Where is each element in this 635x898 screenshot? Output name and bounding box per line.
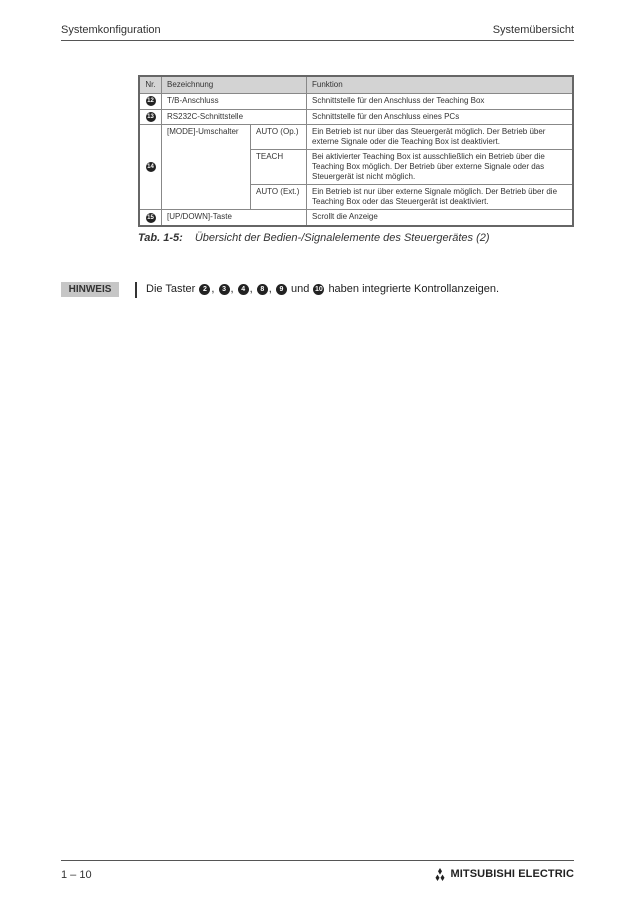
- number-badge: 2: [199, 284, 210, 295]
- caption-label: Tab. 1-5:: [138, 232, 183, 244]
- number-badge: 13: [147, 113, 154, 120]
- note-conjunction: und: [290, 283, 310, 295]
- number-badge: 8: [257, 284, 268, 295]
- header-section-title: Systemkonfiguration: [61, 24, 161, 36]
- note-box: [61, 282, 574, 298]
- row-number: [139, 125, 162, 210]
- row-mode: AUTO (Op.): [251, 125, 307, 150]
- note-suffix: haben integrierte Kontrollanzeigen.: [328, 283, 500, 295]
- brand-name: MITSUBISHI ELECTRIC: [450, 868, 574, 880]
- row-funktion: Ein Betrieb ist nur über externe Signale möglich. Der Betrieb über die Teaching Box oder das Steuergerät ist deaktiviert.: [307, 185, 574, 210]
- row-number: [139, 210, 162, 226]
- row-mode: TEACH: [251, 150, 307, 185]
- row-funktion: Bei aktivierter Teaching Box ist ausschließlich ein Betrieb über die Teaching Box möglich. Der Betrieb über externe Signale oder das Steuergerät ist nicht möglich.: [307, 150, 574, 185]
- page-footer: [61, 860, 574, 883]
- note-separator: ,: [230, 283, 234, 295]
- caption-text: Übersicht der Bedien-/Signalelemente des Steuergerätes (2): [194, 232, 490, 244]
- row-funktion: Scrollt die Anzeige: [307, 210, 574, 226]
- table-header-row: [139, 76, 573, 94]
- row-bezeichnung: [MODE]-Umschalter: [162, 125, 251, 210]
- row-funktion: Schnittstelle für den Anschluss der Teaching Box: [307, 94, 574, 110]
- row-mode: AUTO (Ext.): [251, 185, 307, 210]
- row-bezeichnung: RS232C-Schnittstelle: [162, 109, 307, 125]
- brand-logo: [433, 867, 574, 881]
- row-funktion: Schnittstelle für den Anschluss eines PCs: [307, 109, 574, 125]
- column-header-nr: Nr.: [139, 76, 162, 94]
- note-divider: [135, 282, 137, 298]
- page-header: [61, 24, 574, 41]
- header-chapter-title: Systemübersicht: [492, 24, 574, 36]
- row-number: [139, 94, 162, 110]
- table-row: [139, 125, 573, 150]
- row-bezeichnung: [UP/DOWN]-Taste: [162, 210, 307, 226]
- number-badge: 9: [276, 284, 287, 295]
- number-badge: 10: [314, 285, 323, 293]
- column-header-funktion: Funktion: [307, 76, 574, 94]
- table-row: [139, 94, 573, 110]
- row-funktion: Ein Betrieb ist nur über das Steuergerät möglich. Der Betrieb über externe Signale oder die Teaching Box ist deaktiviert.: [307, 125, 574, 150]
- note-text: [146, 283, 499, 295]
- note-separator: ,: [268, 283, 272, 295]
- note-separator: ,: [211, 283, 215, 295]
- note-separator: ,: [249, 283, 253, 295]
- table-caption: [138, 232, 490, 244]
- number-badge: 3: [219, 284, 230, 295]
- table-row: [139, 210, 573, 226]
- column-header-bezeichnung: Bezeichnung: [162, 76, 307, 94]
- note-prefix: Die Taster: [146, 283, 196, 295]
- number-badge: 4: [238, 284, 249, 295]
- three-diamonds-icon: [433, 868, 447, 881]
- number-badge: 12: [147, 98, 154, 105]
- row-number: [139, 109, 162, 125]
- number-badge: 15: [147, 214, 154, 221]
- note-label: HINWEIS: [61, 282, 119, 297]
- page-number: 1 – 10: [61, 869, 92, 881]
- table-row: [139, 109, 573, 125]
- row-bezeichnung: T/B-Anschluss: [162, 94, 307, 110]
- controls-table: [138, 75, 574, 227]
- number-badge: 14: [147, 164, 154, 171]
